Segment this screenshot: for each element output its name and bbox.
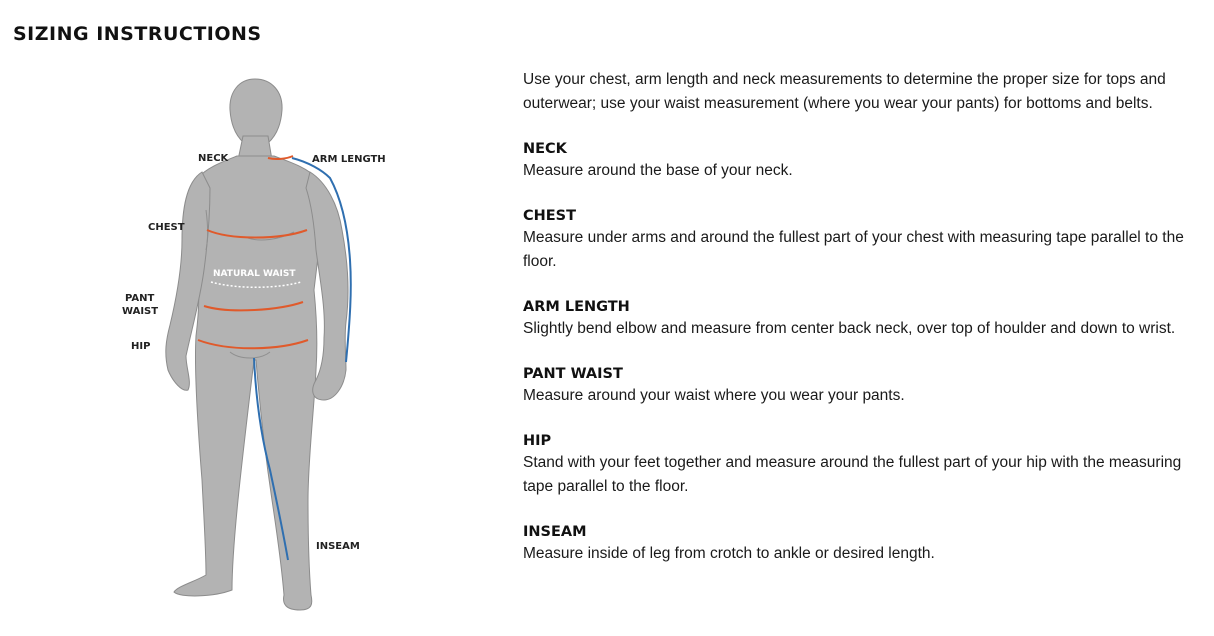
- section-inseam: [523, 522, 1209, 566]
- label-pant-waist-line2: WAIST: [122, 306, 159, 317]
- label-arm-length: ARM LENGTH: [312, 154, 386, 165]
- page-title: SIZING INSTRUCTIONS: [13, 23, 262, 45]
- intro-text: Use your chest, arm length and neck measurements to determine the proper size for tops and outerwear; use your waist measurement (where you wear your pants) for bottoms and belts.: [523, 71, 1166, 112]
- section-desc-hip: Stand with your feet together and measure around the fullest part of your hip with the measuring tape parallel to the floor.: [523, 454, 1182, 495]
- section-title-inseam: INSEAM: [523, 524, 587, 540]
- section-title-chest: CHEST: [523, 208, 577, 224]
- section-desc-chest: Measure under arms and around the fullest part of your chest with measuring tape parallel to the floor.: [523, 229, 1184, 270]
- section-chest: [523, 206, 1209, 274]
- instructions-content: [523, 68, 1209, 589]
- section-desc-neck: Measure around the base of your neck.: [523, 162, 793, 179]
- label-pant-waist-line1: PANT: [125, 293, 155, 304]
- label-hip: HIP: [131, 341, 151, 352]
- section-pant-waist: [523, 364, 1209, 408]
- section-desc-arm-length: Slightly bend elbow and measure from center back neck, over top of houlder and down to wrist.: [523, 320, 1176, 337]
- section-neck: [523, 139, 1209, 183]
- section-arm-length: [523, 297, 1209, 341]
- section-title-arm-length: ARM LENGTH: [523, 299, 630, 315]
- section-title-neck: NECK: [523, 141, 567, 157]
- section-desc-pant-waist: Measure around your waist where you wear your pants.: [523, 387, 905, 404]
- section-title-pant-waist: PANT WAIST: [523, 366, 623, 382]
- section-title-hip: HIP: [523, 433, 552, 449]
- section-hip: [523, 431, 1209, 499]
- label-inseam: INSEAM: [316, 541, 360, 552]
- label-chest: CHEST: [148, 222, 185, 233]
- section-desc-inseam: Measure inside of leg from crotch to ankle or desired length.: [523, 545, 935, 562]
- label-natural-waist: NATURAL WAIST: [213, 269, 296, 279]
- label-neck: NECK: [198, 153, 229, 164]
- body-measurement-figure: [110, 70, 410, 630]
